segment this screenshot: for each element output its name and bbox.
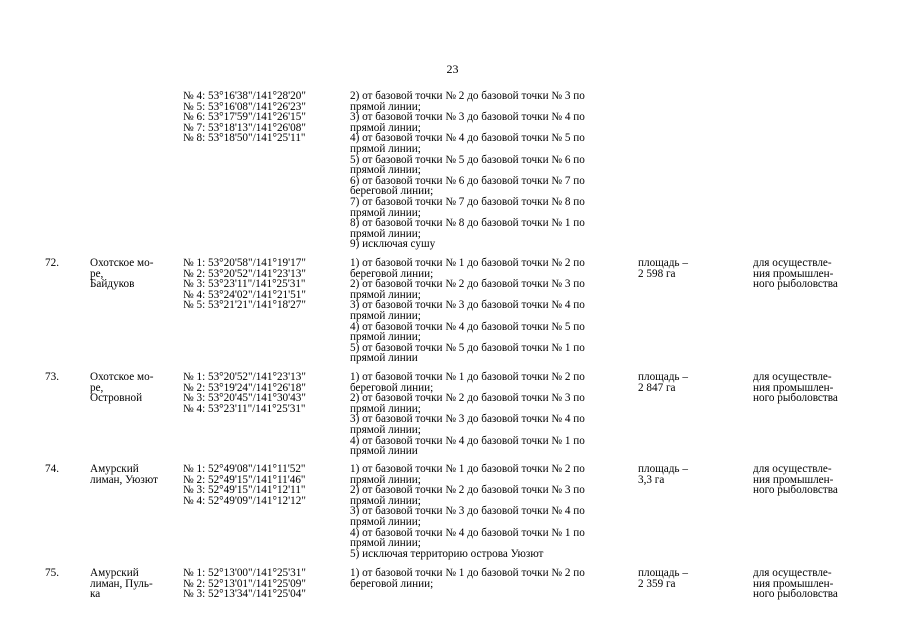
row-72-description-line: прямой линии bbox=[350, 352, 418, 365]
row-72-description-line: прямой линии; bbox=[350, 331, 421, 344]
row-74-description-line: прямой линии; bbox=[350, 494, 421, 507]
cont-coords-line: № 8: 53°18'50"/141°25'11" bbox=[183, 132, 306, 145]
row-73-description-line: 2) от базовой точки № 2 до базовой точки № 3 по bbox=[350, 392, 585, 405]
row-73-description-line: прямой линии bbox=[350, 445, 418, 458]
page-number: 23 bbox=[446, 62, 459, 76]
row-74-coords-line: № 1: 52°49'08"/141°11'52" bbox=[183, 463, 306, 475]
cont-description-line: прямой линии; bbox=[350, 100, 421, 113]
cont-description-line: 3) от базовой точки № 3 до базовой точки № 4 по bbox=[350, 111, 585, 124]
row-73-number: 73. bbox=[45, 371, 59, 383]
cont-description-line: прямой линии; bbox=[350, 206, 421, 219]
row-75-purpose bbox=[753, 568, 838, 600]
row-74-description-line: 3) от базовой точки № 3 до базовой точки № 4 по bbox=[350, 505, 585, 518]
row-72-name-line: Охотское мо- bbox=[90, 257, 154, 269]
row-72-coords-line: № 5: 53°21'21"/141°18'27" bbox=[183, 299, 306, 312]
cont-description-line: 5) от базовой точки № 5 до базовой точки № 6 по bbox=[350, 153, 585, 166]
cont-description-line: 7) от базовой точки № 7 до базовой точки № 8 по bbox=[350, 195, 585, 208]
cont-coords-line: № 6: 53°17'59"/141°26'15" bbox=[183, 111, 306, 124]
cont-coords-line: № 4: 53°16'38"/141°28'20" bbox=[183, 90, 306, 102]
row-75-description-line: береговой линии; bbox=[350, 577, 434, 590]
row-75-description-line: 1) от базовой точки № 1 до базовой точки № 2 по bbox=[350, 567, 585, 579]
row-75-description bbox=[350, 568, 585, 589]
row-75-coords-line: № 3: 52°13'34"/141°25'04" bbox=[183, 588, 306, 601]
row-73-coords bbox=[183, 372, 306, 414]
row-75-name-line: Амурский bbox=[90, 567, 139, 579]
row-73-purpose-line: ного рыболовства bbox=[753, 392, 838, 405]
row-73-purpose-line: ния промышлен- bbox=[753, 381, 834, 394]
row-72-description-line: 5) от базовой точки № 5 до базовой точки № 1 по bbox=[350, 341, 585, 354]
row-75-coords-line: № 1: 52°13'00"/141°25'31" bbox=[183, 567, 306, 579]
row-73-name-line: Охотское мо- bbox=[90, 371, 154, 383]
row-72-purpose bbox=[753, 258, 838, 290]
row-75-coords-line: № 2: 52°13'01"/141°25'09" bbox=[183, 577, 306, 590]
cont-description-line: 8) от базовой точки № 8 до базовой точки № 1 по bbox=[350, 217, 585, 230]
row-75-number: 75. bbox=[45, 567, 59, 579]
row-72-description-line: 3) от базовой точки № 3 до базовой точки № 4 по bbox=[350, 299, 585, 312]
cont-description-line: 6) от базовой точки № 6 до базовой точки № 7 по bbox=[350, 174, 585, 187]
row-74-description-line: 2) от базовой точки № 2 до базовой точки № 3 по bbox=[350, 484, 585, 497]
row-75-area-line: 2 359 га bbox=[638, 577, 676, 590]
row-72-name-line: ре, bbox=[90, 267, 104, 280]
cont-description-line: прямой линии; bbox=[350, 227, 421, 240]
row-73-description-line: 3) от базовой точки № 3 до базовой точки № 4 по bbox=[350, 413, 585, 426]
row-72-name bbox=[90, 258, 153, 290]
row-72-description bbox=[350, 258, 585, 364]
row-75-name-line: лиман, Пуль- bbox=[90, 577, 153, 590]
row-74-coords-line: № 3: 52°49'15"/141°12'11" bbox=[183, 484, 306, 497]
row-72-purpose-line: для осуществле- bbox=[753, 257, 832, 269]
row-72-purpose-line: ного рыболовства bbox=[753, 278, 838, 291]
row-74-area-line: 3,3 га bbox=[638, 473, 665, 486]
row-72-area bbox=[638, 258, 688, 279]
row-72-coords bbox=[183, 258, 306, 311]
row-72-coords-line: № 2: 53°20'52"/141°23'13" bbox=[183, 267, 306, 280]
row-72-purpose-line: ния промышлен- bbox=[753, 267, 834, 280]
row-75-purpose-line: для осуществле- bbox=[753, 567, 832, 579]
row-73-purpose-line: для осуществле- bbox=[753, 371, 832, 383]
row-74-coords-line: № 2: 52°49'15"/141°11'46" bbox=[183, 473, 306, 486]
row-73-name-line: ре, bbox=[90, 381, 104, 394]
row-74-purpose bbox=[753, 464, 838, 496]
row-75-purpose-line: ния промышлен- bbox=[753, 577, 834, 590]
cont-description-line: 4) от базовой точки № 4 до базовой точки № 5 по bbox=[350, 132, 585, 145]
row-72-name-line: Байдуков bbox=[90, 278, 135, 291]
row-72-coords-line: № 3: 53°23'11"/141°25'31" bbox=[183, 278, 306, 291]
row-73-description-line: прямой линии; bbox=[350, 423, 421, 436]
row-73-area-line: 2 847 га bbox=[638, 381, 676, 394]
row-75-name-line: ка bbox=[90, 588, 101, 601]
cont-description-line: 9) исключая сушу bbox=[350, 238, 436, 251]
row-74-coords-line: № 4: 52°49'09"/141°12'12" bbox=[183, 494, 306, 507]
row-74-description-line: 1) от базовой точки № 1 до базовой точки № 2 по bbox=[350, 463, 585, 475]
row-73-coords-line: № 1: 53°20'52"/141°23'13" bbox=[183, 371, 306, 383]
row-75-name bbox=[90, 568, 153, 600]
row-73-area bbox=[638, 372, 688, 393]
row-73-coords-line: № 4: 53°23'11"/141°25'31" bbox=[183, 402, 306, 415]
row-72-description-line: береговой линии; bbox=[350, 267, 434, 280]
row-73-description-line: прямой линии; bbox=[350, 402, 421, 415]
cont-coords bbox=[183, 91, 306, 144]
row-74-purpose-line: для осуществле- bbox=[753, 463, 832, 475]
row-72-number: 72. bbox=[45, 257, 59, 269]
row-72-coords-line: № 1: 53°20'58"/141°19'17" bbox=[183, 257, 306, 269]
cont-description-line: береговой линии; bbox=[350, 185, 434, 198]
row-74-description-line: прямой линии; bbox=[350, 515, 421, 528]
row-73-description-line: 1) от базовой точки № 1 до базовой точки № 2 по bbox=[350, 371, 585, 383]
row-73-purpose bbox=[753, 372, 838, 404]
row-75-purpose-line: ного рыболовства bbox=[753, 588, 838, 601]
row-75-area bbox=[638, 568, 688, 589]
row-74-name-line: лиман, Уюзют bbox=[90, 473, 158, 486]
row-72-description-line: 2) от базовой точки № 2 до базовой точки № 3 по bbox=[350, 278, 585, 291]
row-75-area-line: площадь – bbox=[638, 567, 688, 579]
row-74-purpose-line: ного рыболовства bbox=[753, 484, 838, 497]
cont-description-line: прямой линии; bbox=[350, 142, 421, 155]
cont-coords-line: № 7: 53°18'13"/141°26'08" bbox=[183, 121, 306, 134]
cont-description-line: прямой линии; bbox=[350, 164, 421, 177]
row-72-description-line: прямой линии; bbox=[350, 288, 421, 301]
row-72-area-line: 2 598 га bbox=[638, 267, 676, 280]
cont-description bbox=[350, 91, 585, 250]
row-72-area-line: площадь – bbox=[638, 257, 688, 269]
row-72-description-line: 4) от базовой точки № 4 до базовой точки № 5 по bbox=[350, 320, 585, 333]
row-73-name bbox=[90, 372, 153, 404]
row-74-area bbox=[638, 464, 688, 485]
row-74-name-line: Амурский bbox=[90, 463, 139, 475]
row-74-coords bbox=[183, 464, 306, 506]
row-73-name-line: Островной bbox=[90, 392, 143, 405]
row-74-description-line: прямой линии; bbox=[350, 473, 421, 486]
row-73-description bbox=[350, 372, 585, 457]
row-74-name bbox=[90, 464, 158, 485]
row-74-purpose-line: ния промышлен- bbox=[753, 473, 834, 486]
row-74-description-line: 4) от базовой точки № 4 до базовой точки № 1 по bbox=[350, 526, 585, 539]
row-74-description-line: 5) исключая территорию острова Уюзют bbox=[350, 547, 544, 560]
row-73-description-line: береговой линии; bbox=[350, 381, 434, 394]
row-74-area-line: площадь – bbox=[638, 463, 688, 475]
row-74-number: 74. bbox=[45, 463, 59, 475]
cont-coords-line: № 5: 53°16'08"/141°26'23" bbox=[183, 100, 306, 113]
row-75-coords bbox=[183, 568, 306, 600]
row-73-description-line: 4) от базовой точки № 4 до базовой точки № 1 по bbox=[350, 434, 585, 447]
row-72-coords-line: № 4: 53°24'02"/141°21'51" bbox=[183, 288, 306, 301]
row-72-description-line: прямой линии; bbox=[350, 309, 421, 322]
row-73-coords-line: № 2: 53°19'24"/141°26'18" bbox=[183, 381, 306, 394]
cont-description-line: прямой линии; bbox=[350, 121, 421, 134]
row-74-description bbox=[350, 464, 585, 559]
row-74-description-line: прямой линии; bbox=[350, 537, 421, 550]
row-73-area-line: площадь – bbox=[638, 371, 688, 383]
cont-description-line: 2) от базовой точки № 2 до базовой точки № 3 по bbox=[350, 90, 585, 102]
row-72-description-line: 1) от базовой точки № 1 до базовой точки № 2 по bbox=[350, 257, 585, 269]
row-73-coords-line: № 3: 53°20'45"/141°30'43" bbox=[183, 392, 306, 405]
